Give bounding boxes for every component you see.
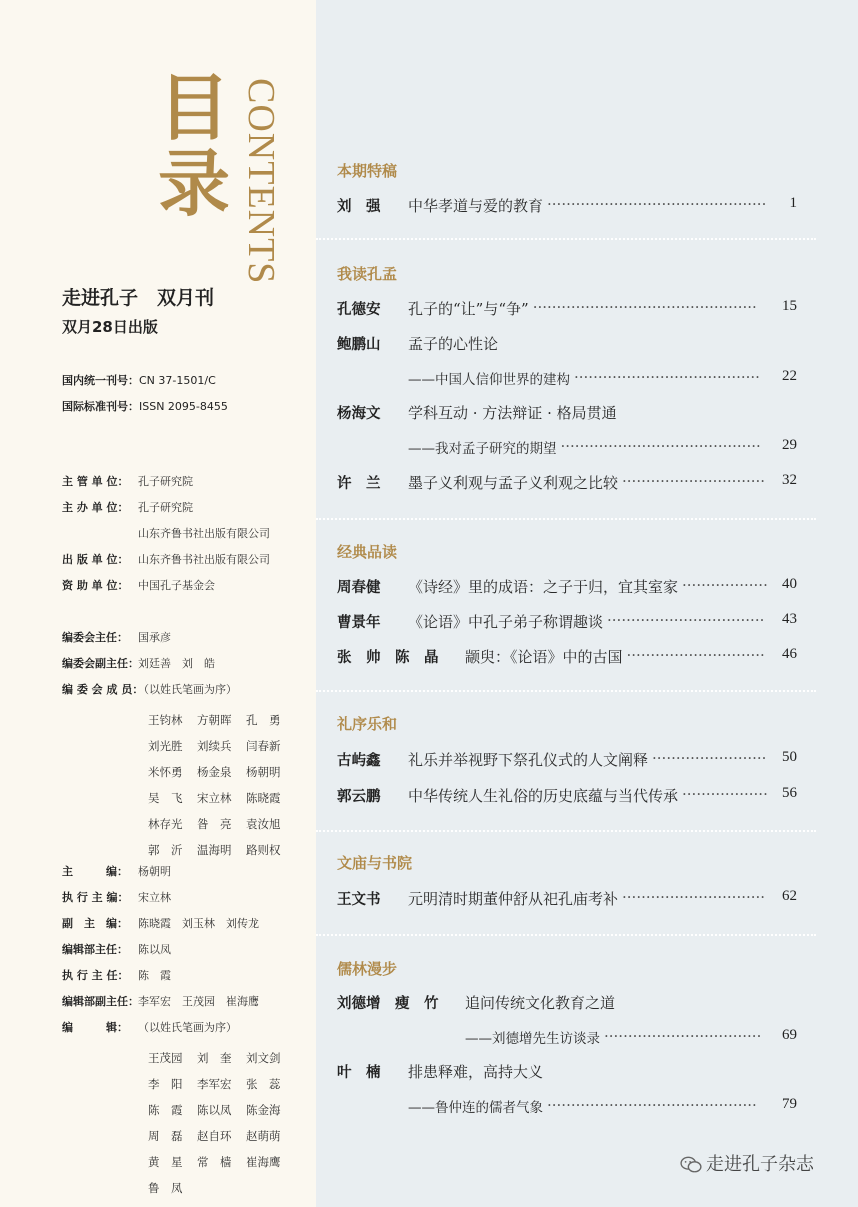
person-name: 昝 亮 [197,817,232,831]
section-divider [316,690,816,692]
section-divider [316,238,816,240]
id-row: 国际标准刊号：ISSN 2095-8455 [62,400,228,413]
toc-page-number: 56 [782,785,797,801]
title-char-2: 录 [158,141,231,226]
toc-subtitle: ——中国人信仰世界的建构 [408,372,570,388]
toc-title: 墨子义利观与孟子义利观之比较 [408,474,619,492]
person-name: 方朝晖 [197,713,232,727]
toc-page-number: 1 [789,195,797,211]
person-name: 黄 星 [148,1155,183,1169]
toc-author: 周春健 [337,579,381,596]
dot-leader: ································· [607,611,765,629]
right-panel [316,0,858,1207]
wechat-watermark [680,1150,814,1176]
toc-author: 鲍鹏山 [337,336,381,353]
person-name: 陈 霞 [148,1103,183,1117]
toc-title: 礼乐并举视野下祭孔仪式的人文阐释 [408,751,649,769]
toc-entry[interactable] [337,402,807,426]
person-name: 温海明 [197,843,232,857]
section-heading: 我读孔孟 [337,265,398,283]
toc-entry[interactable] [337,472,807,496]
toc-entry[interactable] [337,992,807,1016]
section-heading: 文庙与书院 [337,854,413,872]
person-name: 张 蕊 [246,1077,281,1091]
toc-author: 许 兰 [337,475,381,492]
title-char-1: 目 [158,65,231,150]
wechat-icon [680,1156,702,1174]
person-name: 郭 沂 [148,843,183,857]
person-name: 刘文剑 [246,1051,281,1065]
toc-author: 王文书 [337,891,381,908]
person-name: 刘续兵 [197,739,232,753]
toc-entry[interactable] [337,646,807,670]
toc-author: 叶 楠 [337,1064,381,1081]
section-heading: 本期特稿 [337,162,398,180]
person-name: 闫春新 [246,739,281,753]
contents-title-en: CONTENTS [240,78,282,285]
toc-entry-subtitle-line[interactable] [337,1096,807,1120]
toc-title: 排患释难，高持大义 [408,1063,544,1081]
person-name: 孔 勇 [246,713,281,727]
toc-title: 孟子的心性论 [408,335,499,353]
toc-page-number: 43 [782,611,797,627]
contents-title-cn [158,65,238,226]
toc-entry[interactable] [337,333,807,357]
toc-page-number: 15 [782,298,797,314]
toc-entry[interactable] [337,195,807,219]
toc-page-number: 29 [782,437,797,453]
section-heading: 儒林漫步 [337,960,398,978]
person-name: 周 磊 [148,1129,183,1143]
toc-title: 追问传统文化教育之道 [465,994,616,1012]
toc-author: 张 帅 陈 晶 [337,649,439,666]
person-name: 赵自环 [197,1129,232,1143]
toc-author: 郭云鹏 [337,788,381,805]
toc-author: 刘德增 瘦 竹 [337,995,439,1012]
person-name: 陈金海 [246,1103,281,1117]
section-heading: 礼序乐和 [337,715,398,733]
section-divider [316,934,816,936]
person-name: 路则权 [246,843,281,857]
toc-entry[interactable] [337,298,807,322]
toc-page-number: 79 [782,1096,797,1112]
toc-page-number: 69 [782,1027,797,1043]
toc-title: 孔子的“让”与“争” [408,300,529,318]
toc-page-number: 32 [782,472,797,488]
person-name: 宋立林 [197,791,232,805]
toc-page-number: 50 [782,749,797,765]
toc-author: 刘 强 [337,198,381,215]
person-name: 赵萌萌 [246,1129,281,1143]
toc-title: 《诗经》里的成语：之子于归，宜其室家 [408,578,679,596]
toc-subtitle: ——刘德增先生访谈录 [465,1031,600,1047]
toc-title: 学科互动 · 方法辩证 · 格局贯通 [408,404,617,422]
dot-leader: ······························ [622,888,766,906]
toc-subtitle: ——我对孟子研究的期望 [408,441,557,457]
dot-leader: ············································ [547,1096,757,1114]
toc-title: 中华孝道与爱的教育 [408,197,544,215]
person-name: 袁汝旭 [246,817,281,831]
publication-ids [62,372,228,424]
toc-title: 元明清时期董仲舒从祀孔庙考补 [408,890,619,908]
toc-entry[interactable] [337,1061,807,1085]
wechat-label: 走进孔子杂志 [706,1154,814,1175]
toc-page-number: 40 [782,576,797,592]
person-name: 常 樯 [197,1155,232,1169]
person-name: 陈以凤 [197,1103,232,1117]
person-name: 王茂园 [148,1051,183,1065]
person-name: 米怀勇 [148,765,183,779]
person-name: 崔海鹰 [246,1155,281,1169]
section-divider [316,518,816,520]
toc-page-number: 22 [782,368,797,384]
id-row: 国内统一刊号：CN 37-1501/C [62,374,216,387]
dot-leader: ······························ [622,472,766,490]
toc-entry[interactable] [337,749,807,773]
toc-title: 颛臾：《论语》中的古国 [465,648,623,666]
dot-leader: ·············································· [547,195,767,213]
person-name: 刘 奎 [197,1051,232,1065]
person-name: 鲁 凤 [148,1181,183,1195]
toc-subtitle: ——鲁仲连的儒者气象 [408,1100,543,1116]
toc-entry[interactable] [337,785,807,809]
person-name: 李军宏 [197,1077,232,1091]
dot-leader: ·················· [682,576,768,594]
toc-entry-subtitle-line[interactable] [337,368,807,392]
toc-author: 孔德安 [337,301,381,318]
person-name: 李 阳 [148,1077,183,1091]
toc-entry[interactable] [337,576,807,600]
toc-author: 杨海文 [337,405,381,422]
dot-leader: ··············································· [532,298,757,316]
person-name: 林存光 [148,817,183,831]
magazine-name: 走进孔子 双月刊 [62,287,215,309]
toc-page-number: 62 [782,888,797,904]
person-name: 刘光胜 [148,739,183,753]
toc-entry-subtitle-line[interactable] [337,437,807,461]
toc-entry[interactable] [337,611,807,635]
toc-page-number: 46 [782,646,797,662]
person-name: 王钧林 [148,713,183,727]
dot-leader: ·········································· [560,437,761,455]
toc-title: 《论语》中孔子弟子称谓趣谈 [408,613,604,631]
person-name: 陈晓霞 [246,791,281,805]
person-name: 杨金泉 [197,765,232,779]
dot-leader: ······································· [574,368,760,386]
dot-leader: ····························· [626,646,765,664]
person-name: 杨朝明 [246,765,281,779]
toc-author: 古屿鑫 [337,752,381,769]
toc-entry[interactable] [337,888,807,912]
dot-leader: ································· [604,1027,762,1045]
section-heading: 经典品读 [337,543,398,561]
section-divider [316,830,816,832]
dot-leader: ························ [652,749,767,767]
dot-leader: ·················· [682,785,768,803]
toc-entry-subtitle-line[interactable] [337,1027,807,1051]
toc-title: 中华传统人生礼俗的历史底蕴与当代传承 [408,787,679,805]
publication-date: 双月28日出版 [62,318,158,336]
person-name: 吴 飞 [148,791,183,805]
toc-author: 曹景年 [337,614,381,631]
